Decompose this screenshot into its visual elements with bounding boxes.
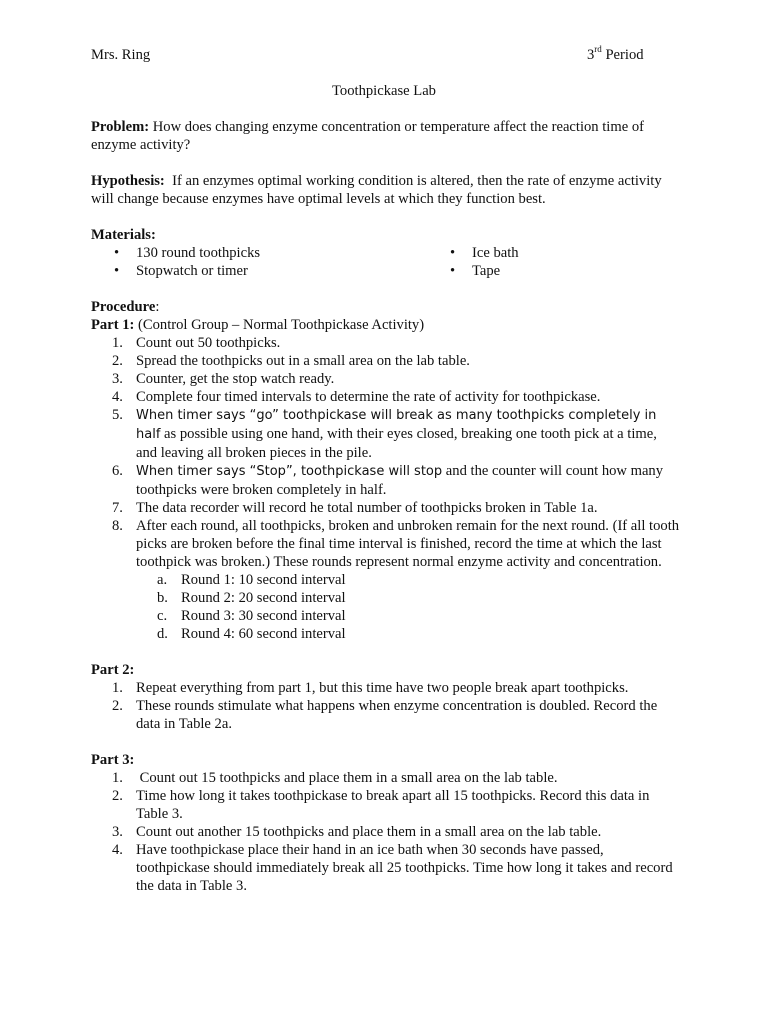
problem-text: How does changing enzyme concentration or temperature affect the reaction time of enzyme activity? bbox=[91, 119, 644, 153]
period-word: Period bbox=[601, 47, 644, 63]
list-item: 4. Have toothpickase place their hand in an ice bath when 30 seconds have passed, toothpickase should immediately break all 25 toothpicks. Time how long it takes and record the data in Table 3. bbox=[112, 842, 673, 894]
part3-label: Part 3: bbox=[91, 752, 135, 768]
hypothesis-section bbox=[91, 172, 681, 208]
document-body bbox=[91, 118, 681, 895]
list-item: 2. Spread the toothpicks out in a small area on the lab table. bbox=[112, 353, 470, 369]
list-item: 5. When timer says “go” toothpickase will break as many toothpicks completely in half as possible using one hand, with their eyes closed, breaking one tooth pick at a time, and leaving all broken pieces in the pile. bbox=[112, 407, 657, 461]
hypothesis-label: Hypothesis: bbox=[91, 173, 165, 189]
part1-label: Part 1: bbox=[91, 317, 135, 333]
material-item: • 130 round toothpicks bbox=[91, 244, 427, 262]
list-item: c. Round 3: 30 second interval bbox=[157, 608, 346, 624]
list-item: 3. Count out another 15 toothpicks and place them in a small area on the lab table. bbox=[112, 824, 602, 840]
material-item: • Stopwatch or timer bbox=[91, 262, 427, 280]
part2-steps bbox=[91, 679, 681, 733]
list-item: b. Round 2: 20 second interval bbox=[157, 590, 346, 606]
part1-rounds bbox=[136, 571, 681, 643]
document-title: Toothpickase Lab bbox=[332, 83, 436, 99]
part1-steps bbox=[91, 334, 681, 643]
part1-subtitle: (Control Group – Normal Toothpickase Activity) bbox=[134, 317, 425, 333]
list-item: 7. The data recorder will record he total number of toothpicks broken in Table 1a. bbox=[112, 500, 598, 516]
materials-label: Materials: bbox=[91, 227, 156, 243]
problem-section bbox=[91, 118, 681, 154]
period-suffix: rd bbox=[594, 44, 602, 55]
hypothesis-text: If an enzymes optimal working condition is altered, then the rate of enzyme activity will change because enzymes have optimal levels at which they function best. bbox=[91, 173, 666, 207]
list-item: 2. Time how long it takes toothpickase to break apart all 15 toothpicks. Record this data in Table 3. bbox=[112, 788, 650, 822]
materials-column-2 bbox=[427, 244, 519, 280]
list-item: d. Round 4: 60 second interval bbox=[157, 626, 346, 642]
list-item: 4. Complete four timed intervals to determine the rate of activity for toothpickase. bbox=[112, 389, 601, 405]
class-period bbox=[587, 46, 644, 64]
materials-column-1 bbox=[91, 244, 427, 280]
list-item: 8. After each round, all toothpicks, broken and unbroken remain for the next round. (If all tooth picks are broken before the final time interval is finished, record the time at which the last toothpick was broken.) These rounds represent normal enzyme activity and concentration. a. Round 1: 10 second interval b. Round 2: 20 second interval c. Round 3: 30 second interval d. Round 4: 60 second interval bbox=[112, 518, 680, 642]
material-item: • Ice bath bbox=[427, 244, 519, 262]
list-item: 1. Count out 15 toothpicks and place them in a small area on the lab table. bbox=[112, 770, 558, 786]
materials-list bbox=[91, 244, 681, 280]
period-number: 3 bbox=[587, 47, 595, 63]
part1-heading bbox=[91, 316, 681, 334]
part2-label: Part 2: bbox=[91, 662, 135, 678]
material-item: • Tape bbox=[427, 262, 519, 280]
list-item: 6. When timer says “Stop”, toothpickase will stop and the counter will count how many toothpicks were broken completely in half. bbox=[112, 463, 664, 498]
list-item: 2. These rounds stimulate what happens when enzyme concentration is doubled. Record the data in Table 2a. bbox=[112, 698, 658, 732]
part3-steps bbox=[91, 769, 681, 895]
list-item: 3. Counter, get the stop watch ready. bbox=[112, 371, 335, 387]
teacher-name: Mrs. Ring bbox=[91, 47, 151, 63]
problem-label: Problem: bbox=[91, 119, 150, 135]
list-item: a. Round 1: 10 second interval bbox=[157, 572, 346, 588]
list-item: 1. Repeat everything from part 1, but this time have two people break apart toothpicks. bbox=[112, 680, 629, 696]
procedure-heading: Procedure: bbox=[91, 299, 160, 315]
list-item: 1. Count out 50 toothpicks. bbox=[112, 335, 281, 351]
procedure-label: Procedure bbox=[91, 299, 156, 315]
